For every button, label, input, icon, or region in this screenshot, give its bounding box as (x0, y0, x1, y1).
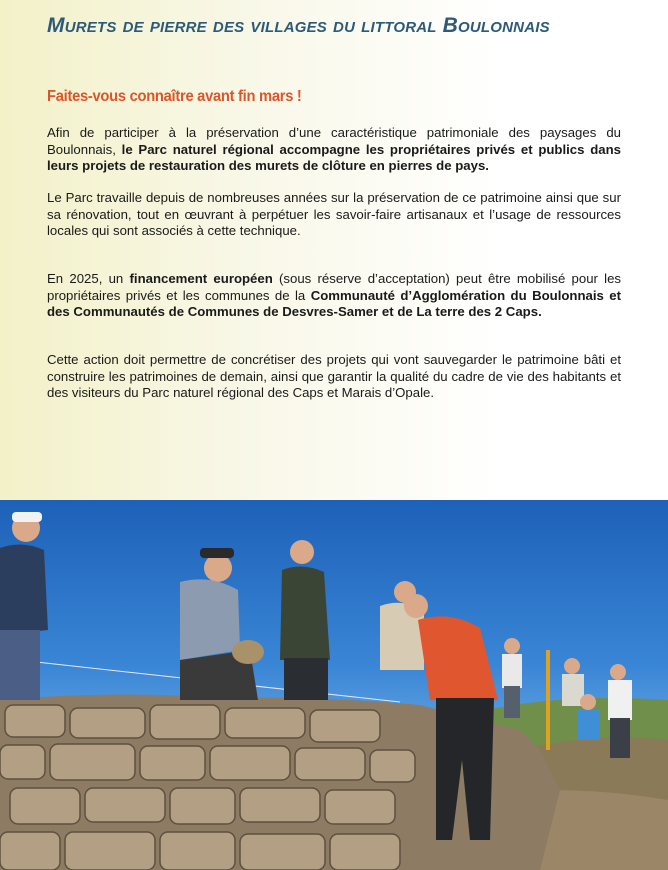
worker-green-jacket (280, 540, 330, 700)
photo-stone-wall-workers (0, 500, 668, 870)
paragraph-funding-bold-1: financement européen (129, 271, 273, 286)
worker-left (0, 512, 48, 700)
worker-grey-shirt (180, 548, 264, 700)
paragraph-action: Cette action doit permettre de concrétiser des projets qui vont sauvegarder le patrimoine bâti et construire les patrimoines de demain, ainsi que garantir la qualité du cadre de vie des habitants et des visiteurs du Parc naturel régional des Caps et Marais d’Opale. (47, 352, 621, 401)
paragraph-intro-bold: le Parc naturel régional accompagne les propriétaires privés et publics dans leurs projets de restauration des murets de clôture en pierres de pays (47, 141, 621, 174)
photo-illustration (0, 500, 668, 870)
paragraph-intro-end: . (485, 158, 489, 174)
subtitle: Faites-vous connaître avant fin mars ! (47, 88, 302, 105)
paragraph-funding-text-1: En 2025, un (47, 271, 130, 286)
paragraph-funding (47, 271, 621, 321)
paragraph-intro (47, 125, 621, 175)
paragraph-funding-text-2: (sous réserve d’acceptation) peut être mobilisé pour les propriétaires privés et les communes de la (47, 271, 622, 303)
page-title: Murets de pierre des villages du littoral Boulonnais (47, 14, 550, 37)
paragraph-park-work: Le Parc travaille depuis de nombreuses années sur la préservation de ce patrimoine ainsi que sur sa rénovation, tout en œuvrant à perpétuer les savoir-faire artisanaux et l’usage de ressources locales qui sont associés à cette technique. (47, 190, 621, 239)
paragraph-funding-bold-2: Communauté d’Agglomération du Boulonnais et des Communautés de Communes de Desvres-Samer et de La terre des 2 Caps (47, 287, 622, 320)
paragraph-intro-text: Afin de participer à la préservation d’une caractéristique patrimoniale des paysages du Boulonnais, (47, 125, 621, 157)
paragraph-funding-end: . (538, 304, 542, 320)
